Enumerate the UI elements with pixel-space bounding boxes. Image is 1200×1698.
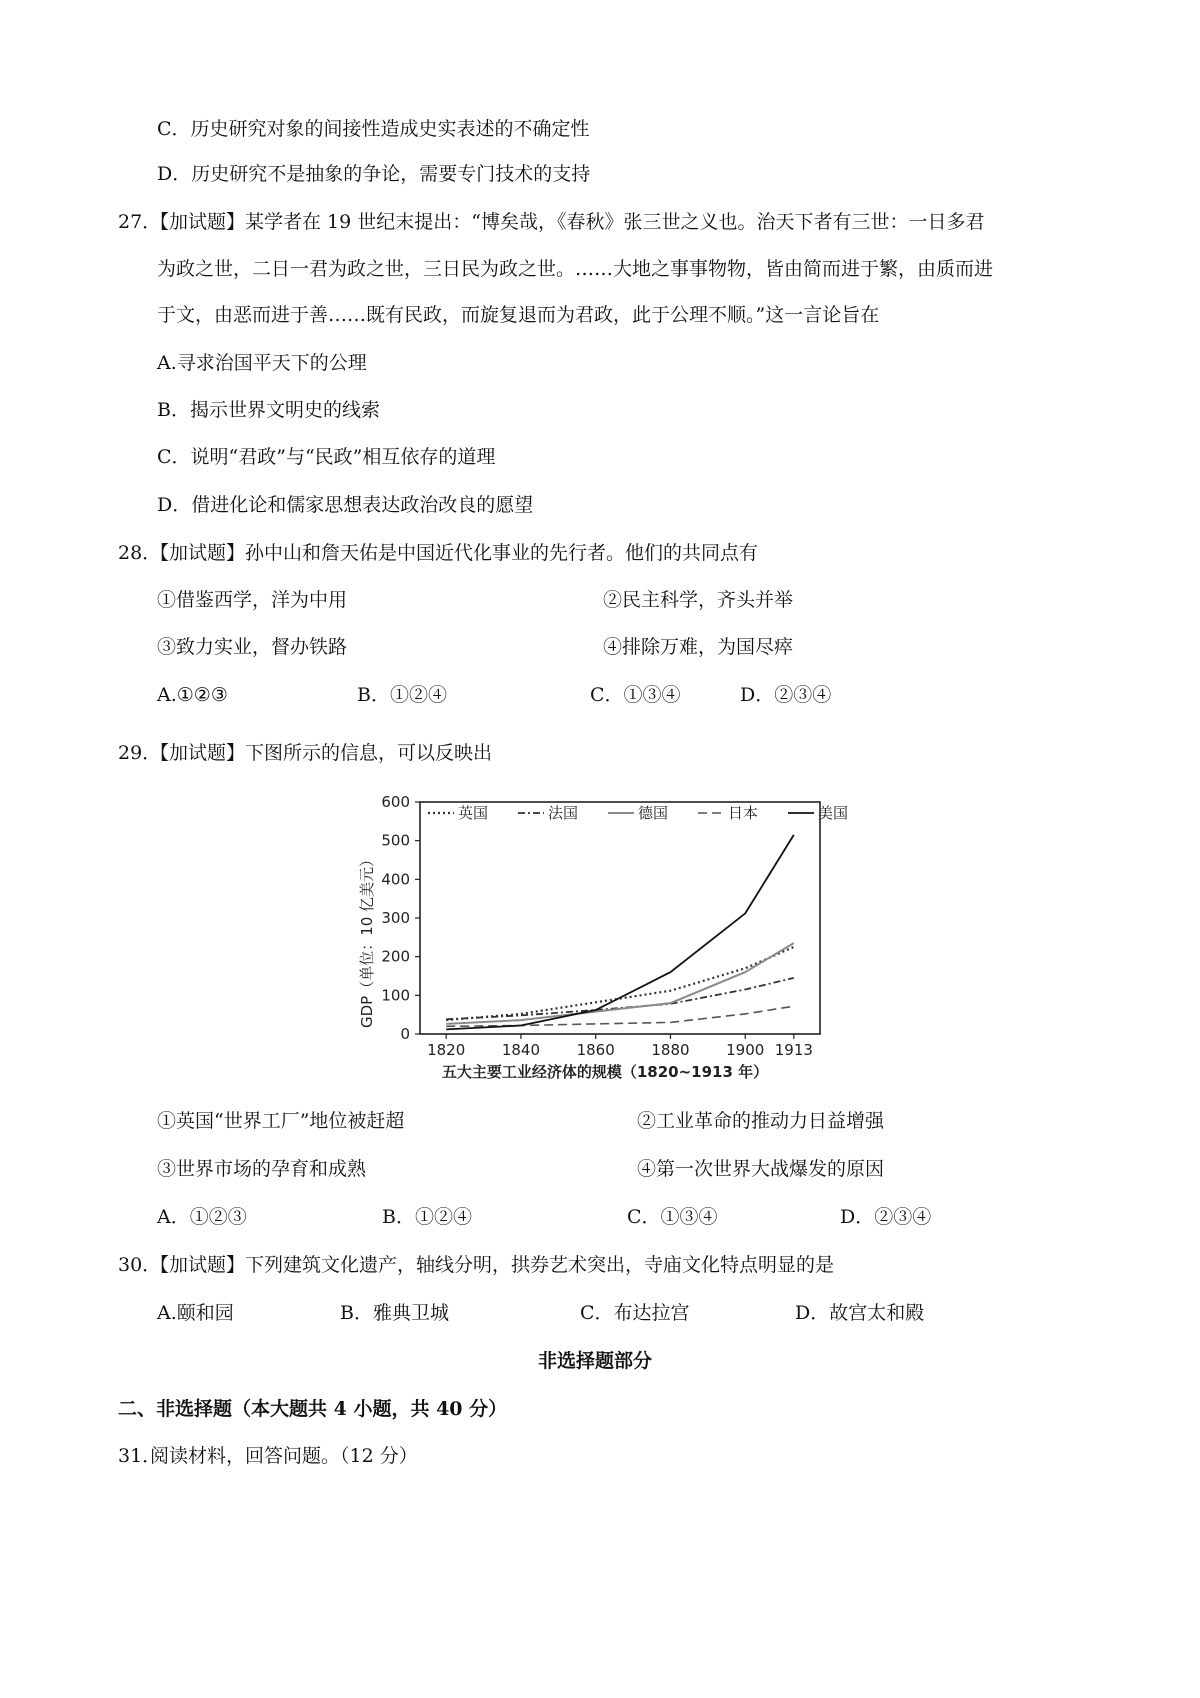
y-tick-label: 600 — [381, 793, 410, 811]
series-line-2 — [446, 943, 794, 1024]
q28-item-3: ③致力实业，督办铁路 — [157, 636, 348, 658]
x-tick-label: 1913 — [774, 1041, 813, 1059]
q27-number: 27． — [118, 211, 162, 233]
q29-option-a: A．①②③ — [157, 1206, 247, 1228]
q27-line-3: 于文，由恶而进于善……既有民政，而旋复退而为君政，此于公理不顺。”这一言论旨在 — [157, 304, 880, 326]
q28-option-d: D．②③④ — [740, 684, 832, 706]
q30-option-d: D．故宫太和殿 — [795, 1302, 925, 1324]
q28-number: 28． — [118, 542, 162, 564]
q30-option-b: B．雅典卫城 — [340, 1302, 449, 1324]
q29-stem: 【加试题】下图所示的信息，可以反映出 — [150, 742, 493, 764]
q27-option-c: C．说明“君政”与“民政”相互依存的道理 — [157, 446, 496, 468]
q31-number: 31． — [118, 1445, 162, 1467]
legend-label: 法国 — [548, 804, 579, 822]
q30-option-a: A.颐和园 — [157, 1302, 234, 1324]
q28-item-4: ④排除万难，为国尽瘁 — [603, 636, 794, 658]
q30-stem: 【加试题】下列建筑文化遗产，轴线分明，拱券艺术突出，寺庙文化特点明显的是 — [150, 1254, 835, 1276]
q28-option-c: C．①③④ — [590, 684, 681, 706]
x-tick-label: 1860 — [576, 1041, 615, 1059]
legend-label: 美国 — [818, 804, 849, 822]
q27-line-2: 为政之世，二日一君为政之世，三日民为政之世。……大地之事事物物，皆由简而进于繁，由质而进 — [157, 258, 994, 280]
q30-number: 30． — [118, 1254, 162, 1276]
chart-legend — [428, 804, 848, 822]
x-tick-label: 1840 — [501, 1041, 541, 1059]
q28-option-b: B．①②④ — [357, 684, 447, 706]
q29-option-c: C．①③④ — [627, 1206, 718, 1228]
q28-item-2: ②民主科学，齐头并举 — [603, 589, 794, 611]
q28-item-1: ①借鉴西学，洋为中用 — [157, 589, 348, 611]
q29-option-b: B．①②④ — [382, 1206, 472, 1228]
q29-item-4: ④第一次世界大战爆发的原因 — [637, 1158, 885, 1180]
y-tick-label: 200 — [381, 947, 410, 966]
x-axis-ticks — [427, 1034, 813, 1059]
q28-option-a: A.①②③ — [157, 684, 228, 706]
x-tick-label: 1820 — [427, 1041, 466, 1059]
y-axis-ticks — [381, 793, 420, 1043]
y-tick-label: 400 — [381, 870, 410, 889]
legend-label: 德国 — [638, 804, 669, 822]
x-tick-label: 1900 — [726, 1041, 765, 1059]
q28-stem: 【加试题】孙中山和詹天佑是中国近代化事业的先行者。他们的共同点有 — [150, 542, 759, 564]
prev-option-d: D．历史研究不是抽象的争论，需要专门技术的支持 — [157, 163, 591, 185]
legend-label: 英国 — [458, 804, 489, 822]
y-tick-label: 0 — [400, 1025, 410, 1043]
chart-title: 五大主要工业经济体的规模（1820~1913 年） — [441, 1063, 769, 1081]
series-lines — [446, 835, 794, 1030]
y-tick-label: 100 — [381, 986, 410, 1005]
series-line-4 — [446, 835, 794, 1030]
q29-option-d: D．②③④ — [840, 1206, 932, 1228]
x-tick-label: 1880 — [651, 1041, 690, 1059]
q29-item-1: ①英国“世界工厂”地位被赶超 — [157, 1110, 405, 1132]
section-heading: 二、非选择题（本大题共 4 小题，共 40 分） — [118, 1398, 508, 1420]
q29-item-3: ③世界市场的孕育和成熟 — [157, 1158, 367, 1180]
gdp-line-chart — [350, 792, 870, 1092]
chart-y-axis-label: GDP（单位：10 亿美元） — [358, 851, 376, 1029]
q27-option-a: A.寻求治国平天下的公理 — [157, 352, 367, 374]
y-tick-label: 300 — [381, 909, 410, 927]
part-title: 非选择题部分 — [538, 1350, 653, 1372]
y-tick-label: 500 — [381, 831, 410, 850]
q27-option-d: D．借进化论和儒家思想表达政治改良的愿望 — [157, 494, 534, 516]
q27-line-1: 【加试题】某学者在 19 世纪末提出：“博矣哉，《春秋》张三世之义也。治天下者有三世：一日多君 — [150, 211, 985, 233]
legend-label: 日本 — [728, 804, 759, 822]
q29-number: 29． — [118, 742, 162, 764]
prev-option-c: C．历史研究对象的间接性造成史实表述的不确定性 — [157, 118, 590, 140]
q27-option-b: B．揭示世界文明史的线索 — [157, 399, 380, 421]
q31-stem: 阅读材料，回答问题。（12 分） — [150, 1445, 418, 1467]
q29-item-2: ②工业革命的推动力日益增强 — [637, 1110, 885, 1132]
q30-option-c: C．布达拉宫 — [580, 1302, 690, 1324]
